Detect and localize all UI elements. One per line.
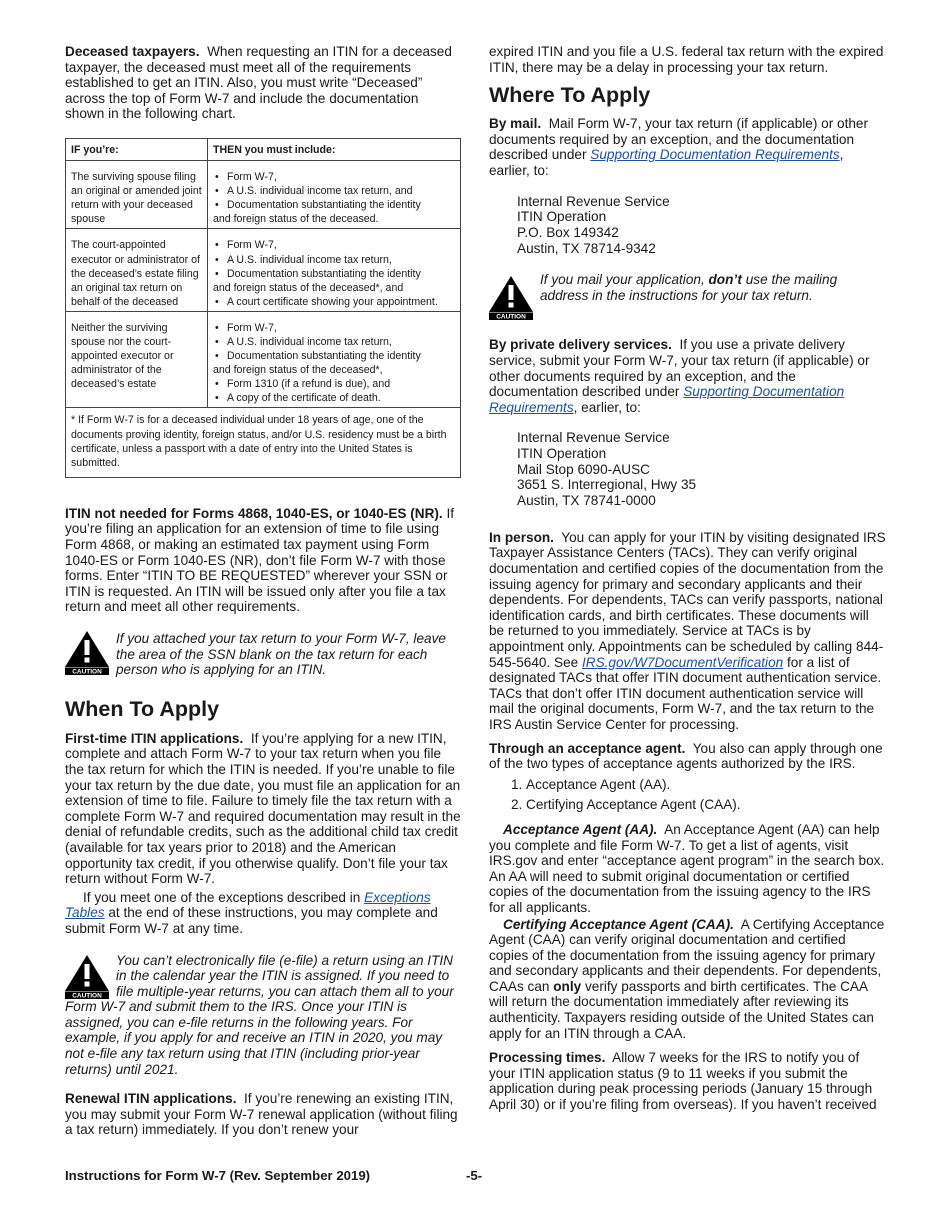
caution-note-efile bbox=[65, 953, 461, 1078]
private-delivery-address bbox=[489, 430, 886, 509]
caution-text-post: use the mailing address in the instructions for your tax return. bbox=[540, 272, 838, 303]
deceased-text: When requesting an ITIN for a deceased taxpayer, the deceased must meet all of the requirements established to get an ITIN. Also, you must write “Deceased” across the top of Form W-7 and include the documentation shown in the following chart. bbox=[65, 44, 452, 122]
caution-label: CAUTION bbox=[496, 313, 526, 321]
caution-label: CAUTION bbox=[72, 992, 102, 999]
caution-text-bold: don’t bbox=[708, 272, 742, 288]
caution-icon bbox=[65, 955, 109, 999]
table-row bbox=[66, 311, 461, 408]
processing-times-para bbox=[489, 1050, 886, 1112]
aa-text: An Acceptance Agent (AA) can help you complete and file Form W-7. To get a list of agents, visit IRS.gov and enter “acceptance agent program” in the search box. An AA will need to submit original documentation or certified copies of the documentation from the issuing agency to the IRS for all applicants. bbox=[489, 821, 885, 915]
address-line: Mail Stop 6090-AUSC bbox=[517, 461, 650, 477]
first-time-text: If you’re applying for a new ITIN, complete and attach Form W-7 to your tax return when you file the tax return for which the ITIN is needed. If you’re unable to file your tax return by the due date, you must file an application for an extension of time to file. Failure to timely file the tax return with a complete Form W-7 and required documentation may result in the denial of refundable credits, such as the additional child tax credit (available for tax years prior to 2018) and the American opportunity tax credit, if you otherwise qualify. Don’t file your tax return without Form W-7. bbox=[65, 730, 461, 887]
caution-text: If you attached your tax return to your Form W-7, leave the area of the SSN blank on the tax return for each person who is applying for an ITIN. bbox=[116, 631, 446, 678]
list-item: • Form 1310 (if a refund is due), and bbox=[213, 377, 455, 391]
private-delivery-text: If you use a private delivery service, submit your Form W-7, your tax return (if applicable) or other documents required by an exception, and the documentation described under bbox=[489, 337, 870, 400]
renewal-para bbox=[65, 1091, 461, 1138]
list-item bbox=[507, 777, 886, 793]
table-header-if: IF you’re: bbox=[66, 138, 208, 160]
list-item: • Documentation substantiating the identity bbox=[213, 198, 455, 212]
aa-heading: Acceptance Agent (AA). bbox=[503, 821, 658, 837]
continued-para: expired ITIN and you file a U.S. federal tax return with the expired ITIN, there may be a delay in processing your tax return. bbox=[489, 44, 884, 75]
private-delivery-para bbox=[489, 337, 886, 415]
table-row bbox=[66, 229, 461, 311]
caution-text: You can’t electronically file (e-file) a return using an ITIN in the calendar year the ITIN is assigned. If you need to file multiple-year returns, you can attach them all to your Form W-7 and submit them to the IRS. Once your ITIN is assigned, you can e-file returns in the following years. For example, if you apply for and receive an ITIN in 2020, you may not e-file any tax return using that ITIN (including prior-year returns) until 2021. bbox=[65, 952, 454, 1077]
in-person-para bbox=[489, 530, 886, 733]
table-footnote: * If Form W-7 is for a deceased individual under 18 years of age, one of the documents proving identity, foreign status, and/or U.S. residency must be a birth certificate, unless a passport with a date of entry into the United States is submitted. bbox=[66, 408, 461, 477]
list-item-continuation: and foreign status of the deceased. bbox=[213, 213, 379, 226]
in-person-heading: In person. bbox=[489, 529, 554, 545]
table-row bbox=[66, 161, 461, 229]
list-item-continuation: and foreign status of the deceased*, and bbox=[213, 281, 404, 294]
caution-text-pre: If you mail your application, bbox=[540, 272, 705, 288]
where-to-apply-heading: Where To Apply bbox=[489, 83, 651, 108]
table-header-then: THEN you must include: bbox=[208, 138, 461, 160]
itin-not-needed-text: If you’re filing an application for an extension of time to file using Form 4868, or making an estimated tax payment using Form 1040-ES or Form 1040-ES (NR), don’t file Form W-7 with those forms. Enter “ITIN TO BE REQUESTED” wherever your SSN or ITIN is requested. An ITIN will be issued only after you file a tax return and meet all other requirements. bbox=[65, 505, 455, 615]
list-item: • Form W-7, bbox=[213, 238, 455, 252]
list-item: • Form W-7, bbox=[213, 321, 455, 335]
list-number: 2. bbox=[511, 797, 523, 813]
exceptions-post: at the end of these instructions, you may complete and submit Form W-7 at any time. bbox=[65, 905, 438, 936]
private-delivery-post: , earlier, to: bbox=[573, 399, 641, 415]
exceptions-para bbox=[65, 890, 461, 937]
address-line: Austin, TX 78714-9342 bbox=[517, 240, 656, 256]
list-item: • A U.S. individual income tax return, and bbox=[213, 184, 455, 198]
right-column bbox=[489, 44, 886, 1113]
address-line: ITIN Operation bbox=[517, 446, 607, 462]
by-mail-para bbox=[489, 116, 886, 178]
caa-para bbox=[489, 917, 886, 1042]
exceptions-tables-link[interactable]: Exceptions Tables bbox=[65, 889, 431, 921]
itin-not-needed-heading: ITIN not needed for Forms 4868, 1040-ES, or 1040-ES (NR). bbox=[65, 505, 443, 521]
supporting-docs-link[interactable]: Supporting Documentation Requirements bbox=[489, 384, 845, 415]
address-line: P.O. Box 149342 bbox=[517, 224, 619, 240]
caa-text: A Certifying Acceptance Agent (CAA) can verify original documentation and certified copies of the documentation from the issuing agency for primary and secondary applicants and their dependents. For dependents, CAAs can bbox=[489, 916, 885, 994]
address-line: ITIN Operation bbox=[517, 209, 607, 225]
renewal-text: If you’re renewing an existing ITIN, you may submit your Form W-7 renewal application (without filing a tax return) immediately. If you don’t renew your bbox=[65, 1091, 458, 1138]
table-cell-if: The surviving spouse filing an original or amended joint return with your deceased spouse bbox=[66, 161, 208, 229]
caution-text bbox=[540, 272, 886, 303]
list-item: • Documentation substantiating the identity bbox=[213, 349, 455, 363]
list-number: 1. bbox=[511, 776, 523, 792]
by-mail-text: Mail Form W-7, your tax return (if applicable) or other documents required by an exception, and the documentation described under bbox=[489, 116, 869, 163]
address-line: 3651 S. Interregional, Hwy 35 bbox=[517, 477, 697, 493]
processing-times-text: Allow 7 weeks for the IRS to notify you of your ITIN application status (9 to 11 weeks if you submit the application during peak processing periods (January 15 through April 30) or if you’re filing from overseas). If you haven’t received bbox=[489, 1050, 877, 1113]
address-line: Internal Revenue Service bbox=[517, 430, 670, 446]
processing-times-heading: Processing times. bbox=[489, 1050, 606, 1066]
aa-para bbox=[489, 822, 886, 916]
list-item bbox=[507, 797, 886, 813]
by-mail-post: , earlier, to: bbox=[489, 147, 844, 178]
caa-bold: only bbox=[553, 978, 582, 994]
in-person-post: for a list of designated TACs that offer ITIN document authentication service. TACs that don’t offer ITIN document authentication service will mail the original documents, Form W-7, and the tax return to the IRS Austin Service Center for processing. bbox=[489, 654, 882, 732]
table-cell-if: Neither the surviving spouse nor the court-appointed executor or administrator of the deceased’s estate bbox=[66, 311, 208, 408]
list-item: • Documentation substantiating the identity bbox=[213, 267, 455, 281]
caution-note bbox=[65, 631, 461, 678]
table-header-row bbox=[66, 138, 461, 160]
caution-label: CAUTION bbox=[72, 668, 102, 675]
w7-document-verification-link[interactable]: IRS.gov/W7DocumentVerification bbox=[581, 654, 784, 670]
caa-heading: Certifying Acceptance Agent (CAA). bbox=[503, 916, 734, 932]
list-item: • A U.S. individual income tax return, bbox=[213, 253, 455, 267]
list-item-text: Acceptance Agent (AA). bbox=[526, 776, 671, 792]
list-item: • A U.S. individual income tax return, bbox=[213, 335, 455, 349]
caution-icon bbox=[65, 631, 109, 675]
list-item-continuation: and foreign status of the deceased*, bbox=[213, 364, 383, 377]
table-cell-then bbox=[208, 311, 461, 408]
table-footnote-row bbox=[66, 408, 461, 477]
page-number: -5- bbox=[466, 1168, 483, 1183]
deceased-chart-table bbox=[65, 138, 461, 478]
itin-not-needed-para bbox=[65, 506, 461, 615]
exceptions-pre: If you meet one of the exceptions described in bbox=[83, 889, 361, 905]
acceptance-agent-text: You also can apply through one of the two types of acceptance agents authorized by the IRS. bbox=[489, 740, 883, 772]
deceased-heading: Deceased taxpayers. bbox=[65, 44, 200, 59]
when-to-apply-heading: When To Apply bbox=[65, 696, 220, 721]
by-mail-heading: By mail. bbox=[489, 116, 542, 132]
supporting-docs-link[interactable]: Supporting Documentation Requirements bbox=[590, 147, 840, 163]
list-item: • A court certificate showing your appointment. bbox=[213, 295, 455, 309]
first-time-heading: First-time ITIN applications. bbox=[65, 730, 244, 746]
list-item: • Form W-7, bbox=[213, 170, 455, 184]
agent-type-list bbox=[489, 777, 886, 813]
left-column bbox=[65, 44, 461, 1138]
caa-post: verify passports and birth certificates. The CAA will return the documentation immediately after reviewing its authenticity. Taxpayers residing outside of the United States can apply for an ITIN through a CAA. bbox=[489, 978, 874, 1041]
footer-title: Instructions for Form W-7 (Rev. September 2019) bbox=[65, 1168, 371, 1183]
table-cell-then bbox=[208, 161, 461, 229]
acceptance-agent-heading: Through an acceptance agent. bbox=[489, 740, 686, 756]
deceased-taxpayers-para bbox=[65, 44, 461, 122]
renewal-heading: Renewal ITIN applications. bbox=[65, 1091, 237, 1107]
table-cell-then bbox=[208, 229, 461, 311]
caution-note-mail bbox=[489, 272, 886, 320]
address-line: Internal Revenue Service bbox=[517, 193, 670, 209]
mailing-address bbox=[489, 194, 886, 257]
list-item-text: Certifying Acceptance Agent (CAA). bbox=[526, 797, 741, 813]
list-item: • A copy of the certificate of death. bbox=[213, 391, 455, 405]
address-line: Austin, TX 78741-0000 bbox=[517, 493, 656, 509]
acceptance-agent-para bbox=[489, 741, 886, 772]
table-cell-if: The court-appointed executor or administrator of the deceased’s estate filing an original tax return on behalf of the deceased bbox=[66, 229, 208, 311]
private-delivery-heading: By private delivery services. bbox=[489, 337, 672, 353]
in-person-text: You can apply for your ITIN by visiting designated IRS Taxpayer Assistance Centers (TACs). They can verify original documentation and certified copies of the documentation from the issuing agency for primary and secondary applicants and their dependents. For dependents, TACs can verify passports, national identification cards, and birth certificates. These documents will be returned to you immediately. Service at TACs is by appointment only. Appointments can be scheduled by calling 844-545-5640. See bbox=[489, 529, 886, 670]
first-time-para bbox=[65, 731, 461, 887]
caution-icon bbox=[489, 276, 533, 320]
